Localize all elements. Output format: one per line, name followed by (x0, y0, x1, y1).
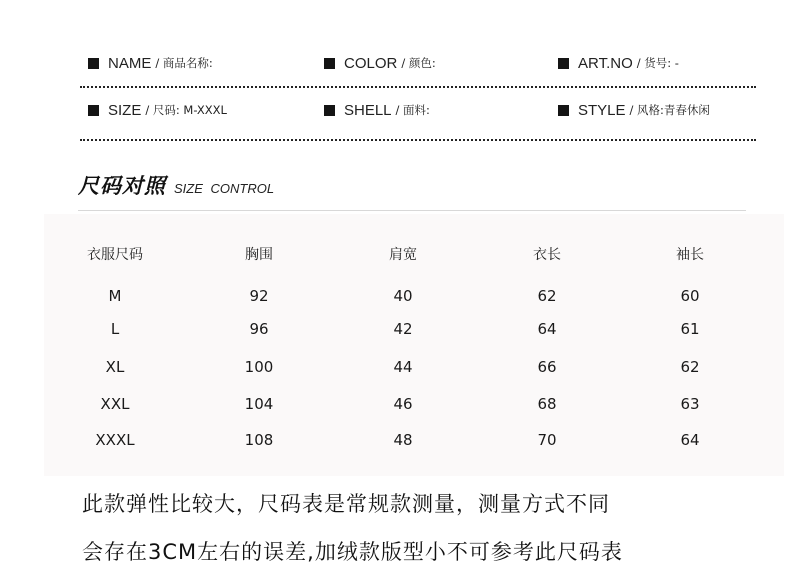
table-cell-length: 68 (537, 395, 557, 413)
table-cell-shoulder: 40 (393, 287, 413, 305)
table-cell-size: XL (105, 358, 125, 376)
table-cell-length: 70 (537, 431, 557, 449)
table-cell-sleeve: 64 (680, 431, 700, 449)
size-chart-title (78, 170, 274, 200)
title-divider (78, 210, 746, 211)
table-cell-sleeve: 60 (680, 287, 700, 305)
table-cell-sleeve: 61 (680, 320, 700, 338)
dotted-divider (80, 139, 756, 141)
table-cell-length: 62 (537, 287, 557, 305)
color-label-en: COLOR (344, 54, 398, 72)
info-row-2 (0, 95, 800, 125)
square-bullet-icon (88, 58, 99, 69)
table-cell-size: L (110, 320, 120, 338)
color-label-cn: / 颜色: (401, 56, 436, 70)
table-header-sleeve: 袖长 (676, 247, 704, 263)
size-label-cn: / 尺码: M-XXXL (145, 103, 227, 117)
size-chart-title-en: SIZE CONTROL (174, 181, 275, 196)
table-cell-length: 64 (537, 320, 557, 338)
table-cell-shoulder: 46 (393, 395, 413, 413)
style-label-en: STYLE (578, 101, 626, 119)
dotted-divider (80, 86, 756, 88)
table-cell-chest: 104 (244, 395, 274, 413)
style-label-cn: / 风格:青春休闲 (629, 103, 710, 117)
shell-label-cn: / 面料: (395, 103, 430, 117)
name-field (88, 48, 213, 78)
artno-label-en: ART.NO (578, 54, 633, 72)
style-field (558, 95, 710, 125)
table-cell-sleeve: 62 (680, 358, 700, 376)
info-row-1 (0, 48, 800, 78)
name-label-cn: / 商品名称: (155, 56, 213, 70)
table-cell-shoulder: 42 (393, 320, 413, 338)
shell-field (324, 95, 430, 125)
table-cell-size: XXL (100, 395, 130, 413)
square-bullet-icon (88, 105, 99, 116)
table-cell-chest: 92 (249, 287, 269, 305)
square-bullet-icon (324, 58, 335, 69)
table-cell-length: 66 (537, 358, 557, 376)
size-field (88, 95, 227, 125)
table-header-size: 衣服尺码 (87, 247, 143, 263)
table-cell-chest: 108 (244, 431, 274, 449)
table-cell-chest: 96 (249, 320, 269, 338)
color-field (324, 48, 436, 78)
table-cell-shoulder: 44 (393, 358, 413, 376)
shell-label-en: SHELL (344, 101, 392, 119)
table-header-shoulder: 肩宽 (389, 247, 417, 263)
artno-label-cn: / 货号: - (636, 56, 679, 70)
table-cell-shoulder: 48 (393, 431, 413, 449)
table-cell-size: M (108, 287, 122, 305)
square-bullet-icon (558, 105, 569, 116)
table-cell-size: XXXL (95, 431, 135, 449)
table-header-chest: 胸围 (245, 247, 273, 263)
size-chart-title-cn: 尺码对照 (78, 174, 166, 198)
table-cell-chest: 100 (244, 358, 274, 376)
table-header-length: 衣长 (533, 247, 561, 263)
artno-field (558, 48, 679, 78)
square-bullet-icon (324, 105, 335, 116)
note-line-1: 此款弹性比较大，尺码表是常规款测量，测量方式不同 (82, 492, 610, 516)
note-line-2: 会存在3CM左右的误差,加绒款版型小不可参考此尺码表 (82, 540, 623, 564)
square-bullet-icon (558, 58, 569, 69)
table-cell-sleeve: 63 (680, 395, 700, 413)
size-label-en: SIZE (108, 101, 142, 119)
name-label-en: NAME (108, 54, 152, 72)
